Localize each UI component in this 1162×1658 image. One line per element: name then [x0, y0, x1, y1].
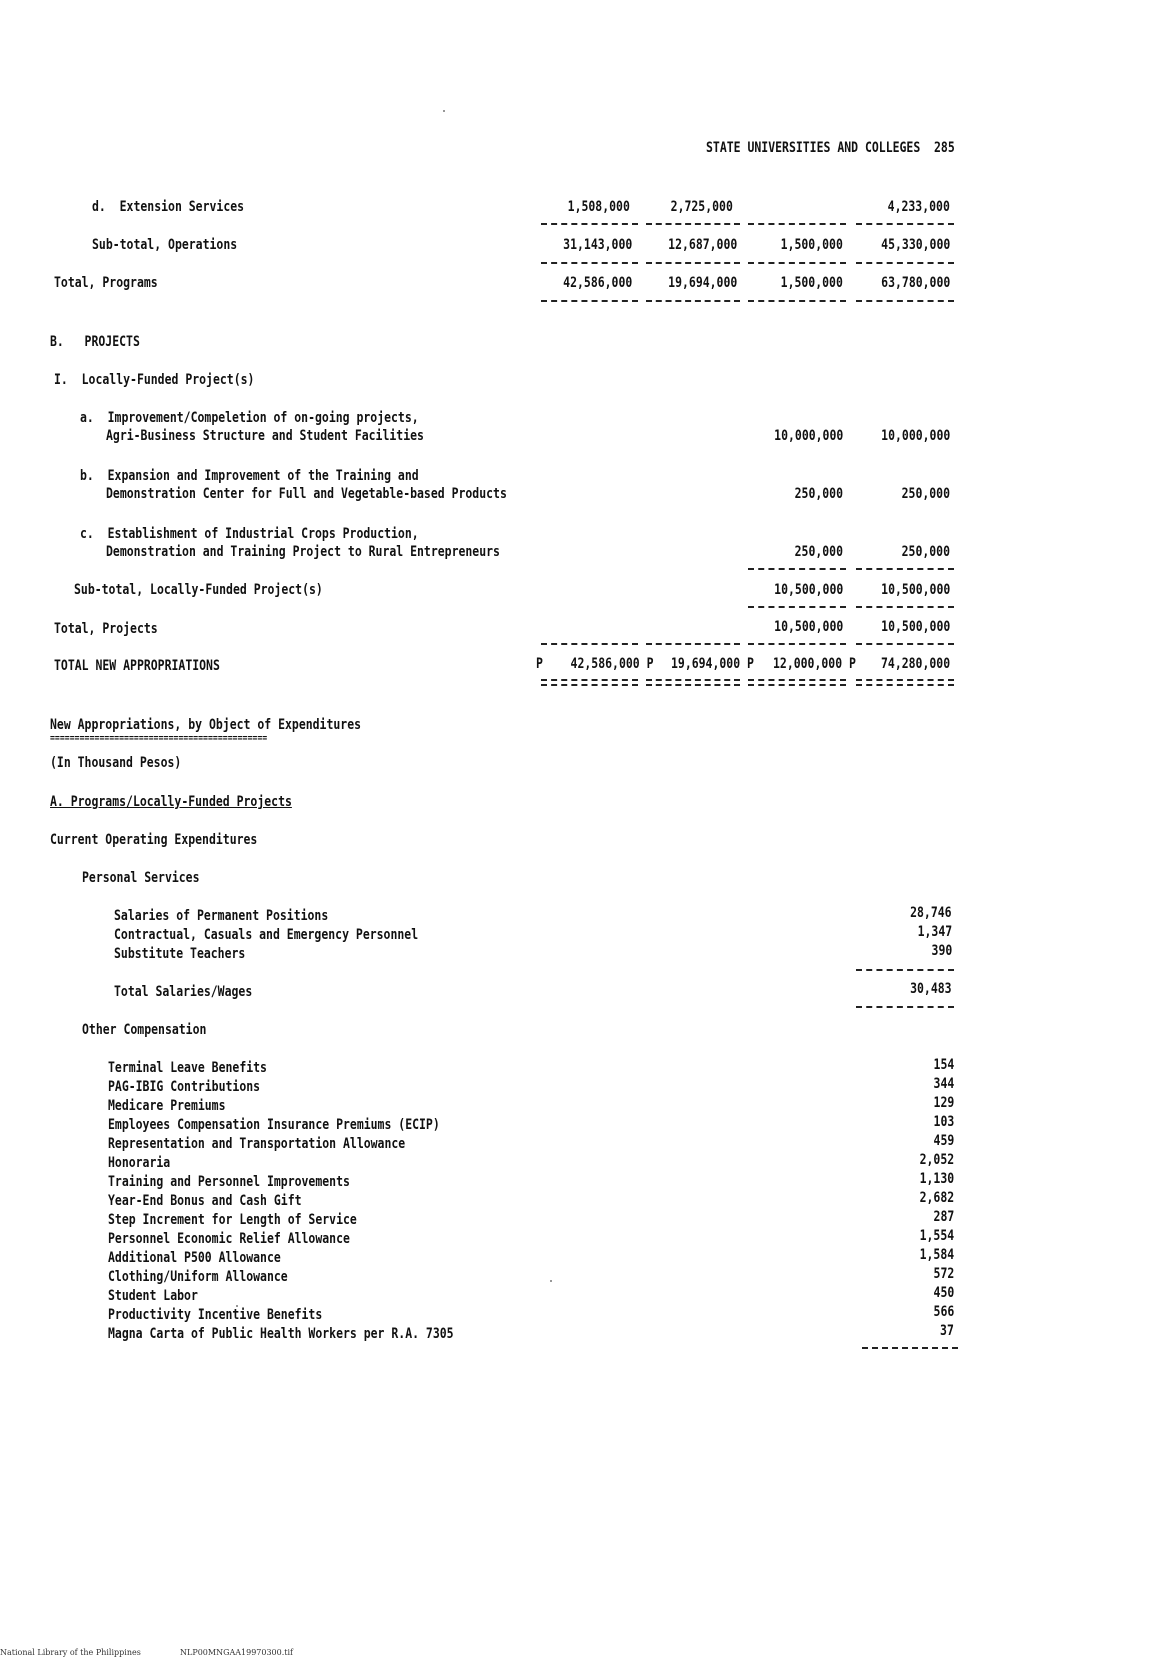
salary-label: Contractual, Casuals and Emergency Personnel — [114, 927, 419, 943]
other-comp-label: Magna Carta of Public Health Workers per R.A. 7305 — [108, 1326, 454, 1342]
other-comp-label: Productivity Incentive Benefits — [108, 1307, 323, 1323]
other-comp-value: 1,584 — [919, 1247, 954, 1263]
salary-label: Salaries of Permanent Positions — [114, 908, 329, 924]
project-a-line1: a. Improvement/Compeletion of on-going projects, — [80, 410, 419, 426]
other-comp-value: 459 — [933, 1133, 954, 1149]
other-comp-label: Year-End Bonus and Cash Gift — [108, 1193, 302, 1209]
extension-c1: 1,508,000 — [567, 199, 630, 215]
current-operating-heading: Current Operating Expenditures — [50, 832, 258, 848]
other-comp-label: PAG-IBIG Contributions — [108, 1079, 261, 1095]
total-new-c3: 12,000,000 P — [773, 656, 856, 672]
other-comp-label: Employees Compensation Insurance Premiums (ECIP) — [108, 1117, 440, 1133]
total-projects-label: Total, Projects — [54, 621, 158, 637]
rule — [541, 223, 638, 225]
total-new-c4: 74,280,000 — [881, 656, 951, 672]
project-c-c4: 250,000 — [901, 544, 950, 560]
project-b-c3: 250,000 — [794, 486, 843, 502]
other-comp-value: 154 — [933, 1057, 954, 1073]
rule — [646, 300, 740, 302]
rule — [856, 1006, 954, 1008]
project-a-c4: 10,000,000 — [880, 428, 950, 444]
unit-note: (In Thousand Pesos) — [50, 755, 182, 771]
rule — [748, 300, 846, 302]
scan-speck — [550, 1280, 552, 1282]
rule — [646, 643, 740, 645]
subtotal-operations-c1: 31,143,000 — [562, 237, 632, 253]
subtotal-projects-c4: 10,500,000 — [880, 582, 950, 598]
rule — [856, 300, 954, 302]
rule — [856, 568, 954, 570]
other-comp-value: 450 — [933, 1285, 954, 1301]
project-a-c3: 10,000,000 — [773, 428, 843, 444]
subtotal-operations-c3: 1,500,000 — [780, 237, 843, 253]
double-rule — [646, 679, 740, 686]
project-c-line1: c. Establishment of Industrial Crops Production, — [80, 526, 419, 542]
total-projects-c3: 10,500,000 — [773, 619, 843, 635]
project-a-line2: Agri-Business Structure and Student Facilities — [106, 428, 424, 444]
rule — [748, 223, 846, 225]
object-title: New Appropriations, by Object of Expenditures — [50, 717, 362, 733]
locally-funded-heading: I. Locally-Funded Project(s) — [54, 372, 255, 388]
rule — [748, 262, 846, 264]
other-comp-value: 2,052 — [919, 1152, 954, 1168]
total-programs-label: Total, Programs — [54, 275, 158, 291]
total-programs-c1: 42,586,000 — [562, 275, 632, 291]
total-projects-c4: 10,500,000 — [880, 619, 950, 635]
other-comp-value: 287 — [933, 1209, 954, 1225]
other-comp-label: Student Labor — [108, 1288, 198, 1304]
personal-services-heading: Personal Services — [82, 870, 200, 886]
other-comp-label: Personnel Economic Relief Allowance — [108, 1231, 350, 1247]
double-rule — [748, 679, 846, 686]
subtotal-operations-c2: 12,687,000 — [667, 237, 737, 253]
footer-filename: NLP00MNGAA19970300.tif — [180, 1648, 294, 1657]
salary-label: Substitute Teachers — [114, 946, 246, 962]
double-rule — [856, 679, 954, 686]
project-c-line2: Demonstration and Training Project to Rural Entrepreneurs — [106, 544, 500, 560]
project-b-line2: Demonstration Center for Full and Vegetable-based Products — [106, 486, 507, 502]
other-comp-label: Honoraria — [108, 1155, 171, 1171]
footer-library: National Library of the Philippines — [0, 1648, 141, 1657]
other-comp-value: 1,554 — [919, 1228, 954, 1244]
object-title-underline: ============================================ — [50, 733, 268, 744]
other-comp-label: Terminal Leave Benefits — [108, 1060, 267, 1076]
project-b-line1: b. Expansion and Improvement of the Training and — [80, 468, 419, 484]
other-compensation-heading: Other Compensation — [82, 1022, 207, 1038]
other-comp-value: 2,682 — [919, 1190, 954, 1206]
rule — [856, 262, 954, 264]
salary-value: 28,746 — [910, 905, 952, 921]
rule — [856, 223, 954, 225]
subtotal-operations-label: Sub-total, Operations — [92, 237, 238, 253]
section-a-heading: A. Programs/Locally-Funded Projects — [50, 794, 292, 810]
other-comp-value: 344 — [933, 1076, 954, 1092]
total-programs-c2: 19,694,000 — [667, 275, 737, 291]
subtotal-operations-c4: 45,330,000 — [880, 237, 950, 253]
projects-heading: B. PROJECTS — [50, 334, 140, 350]
other-comp-value: 1,130 — [919, 1171, 954, 1187]
rule — [862, 1347, 958, 1349]
total-programs-c4: 63,780,000 — [880, 275, 950, 291]
rule — [541, 643, 638, 645]
scan-speck — [236, 1305, 238, 1307]
other-comp-label: Representation and Transportation Allowance — [108, 1136, 406, 1152]
subtotal-projects-label: Sub-total, Locally-Funded Project(s) — [74, 582, 323, 598]
extension-c2: 2,725,000 — [670, 199, 733, 215]
running-header-title: STATE UNIVERSITIES AND COLLEGES — [706, 140, 921, 156]
other-comp-label: Clothing/Uniform Allowance — [108, 1269, 288, 1285]
total-new-c2: 19,694,000 P — [671, 656, 754, 672]
project-c-c3: 250,000 — [794, 544, 843, 560]
rule — [748, 643, 846, 645]
other-comp-value: 103 — [933, 1114, 954, 1130]
rule — [856, 969, 954, 971]
rule — [646, 223, 740, 225]
rule — [541, 262, 638, 264]
rule — [541, 300, 638, 302]
other-comp-label: Additional P500 Allowance — [108, 1250, 281, 1266]
extension-services-label: d. Extension Services — [92, 199, 245, 215]
scan-speck — [443, 110, 445, 112]
rule — [646, 262, 740, 264]
other-comp-value: 129 — [933, 1095, 954, 1111]
other-comp-label: Step Increment for Length of Service — [108, 1212, 357, 1228]
total-programs-c3: 1,500,000 — [780, 275, 843, 291]
rule — [856, 606, 954, 608]
salary-value: 1,347 — [917, 924, 952, 940]
rule — [856, 643, 954, 645]
double-rule — [541, 679, 638, 686]
total-salaries-value: 30,483 — [910, 981, 952, 997]
salary-value: 390 — [931, 943, 952, 959]
rule — [748, 568, 846, 570]
other-comp-value: 37 — [940, 1323, 954, 1339]
total-new-c1: P 42,586,000 P — [536, 656, 654, 672]
other-comp-value: 572 — [933, 1266, 954, 1282]
other-comp-value: 566 — [933, 1304, 954, 1320]
other-comp-label: Training and Personnel Improvements — [108, 1174, 350, 1190]
other-comp-label: Medicare Premiums — [108, 1098, 226, 1114]
subtotal-projects-c3: 10,500,000 — [773, 582, 843, 598]
project-b-c4: 250,000 — [901, 486, 950, 502]
page-number: 285 — [934, 140, 955, 156]
rule — [748, 606, 846, 608]
total-new-appropriations-label: TOTAL NEW APPROPRIATIONS — [54, 658, 220, 674]
total-salaries-label: Total Salaries/Wages — [114, 984, 253, 1000]
extension-c4: 4,233,000 — [887, 199, 950, 215]
